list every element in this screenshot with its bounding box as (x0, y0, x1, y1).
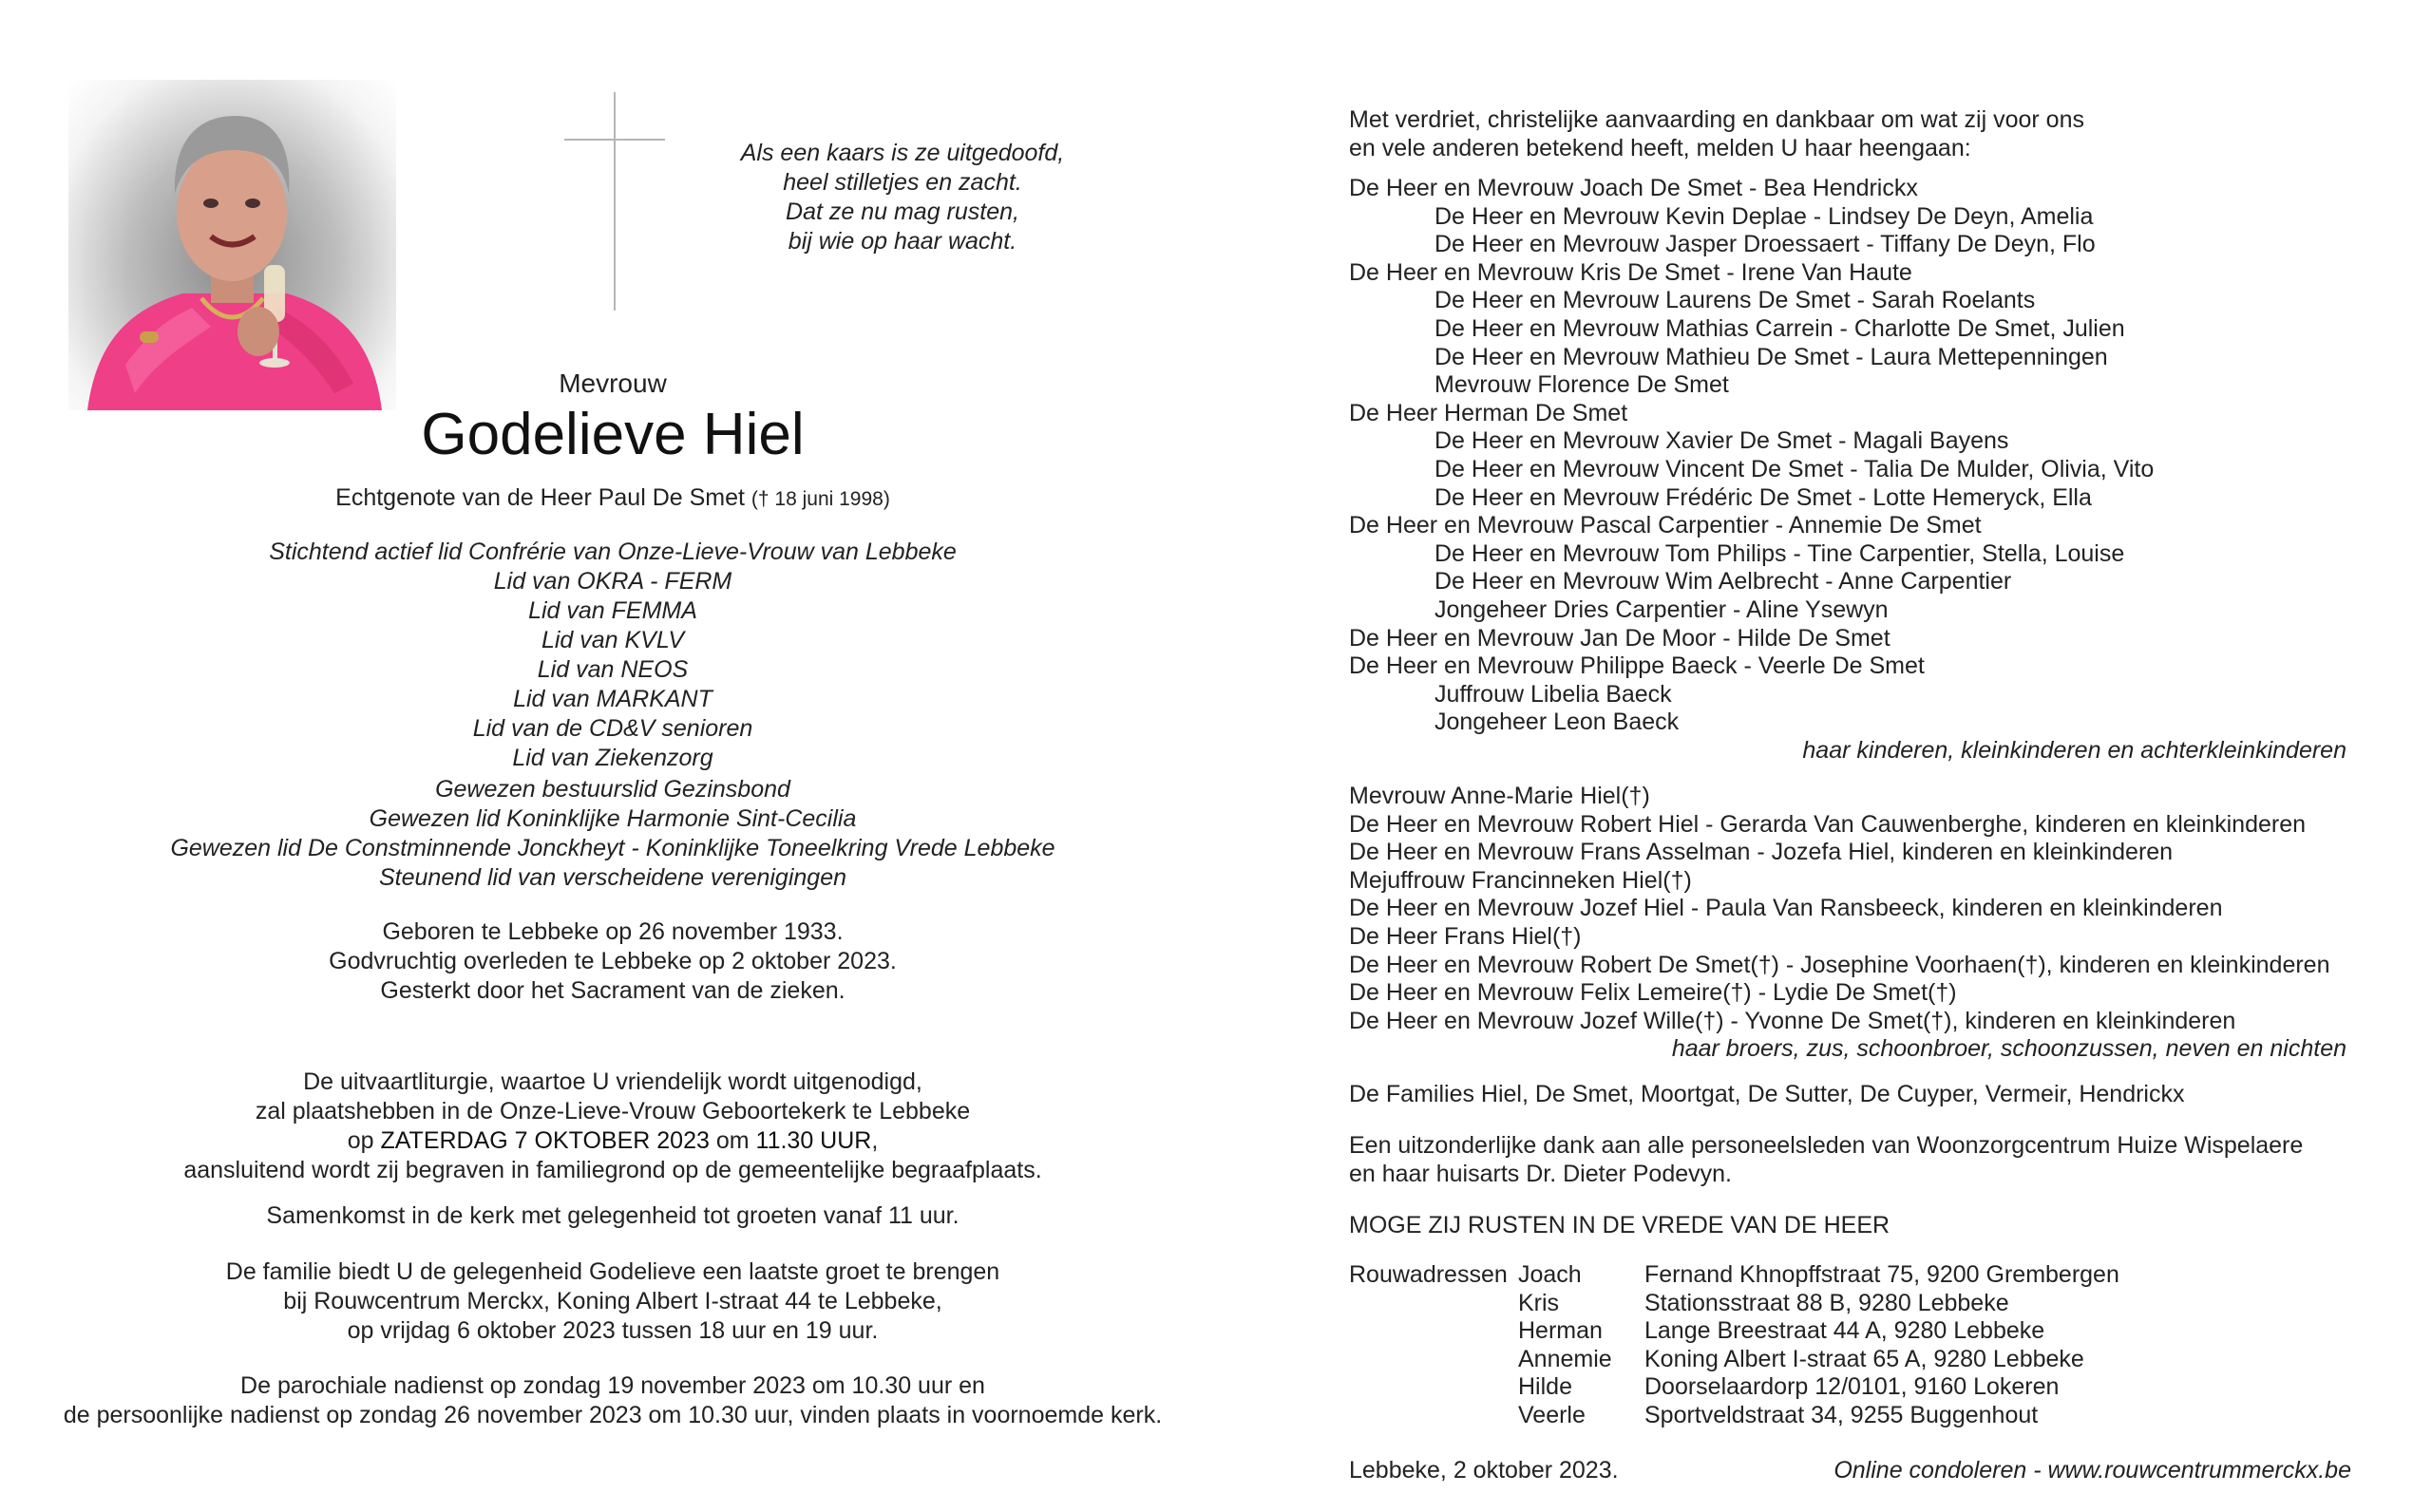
address-value: Sportveldstraat 34, 9255 Buggenhout (1644, 1401, 2039, 1428)
family-caption: haar kinderen, kleinkinderen en achterkleinkinderen (1802, 736, 2346, 764)
sibling: Mejuffrouw Francinneken Hiel(†) (1349, 866, 1692, 894)
membership-item: Stichtend actief lid Confrérie van Onze-Lieve-Vrouw van Lebbeke (269, 539, 957, 565)
family-member: De Heer en Mevrouw Jasper Droessaert - Tiffany De Deyn, Flo (1434, 231, 2096, 258)
sibling: De Heer en Mevrouw Frans Asselman - Jozefa Hiel, kinderen en kleinkinderen (1349, 839, 2174, 866)
family-member: De Heer en Mevrouw Laurens De Smet - Sarah Roelants (1434, 287, 2036, 314)
family-member: Jongeheer Dries Carpentier - Aline Ysewyn (1434, 595, 1889, 623)
funeral-time: 11.30 UUR (755, 1127, 872, 1154)
closing-prayer: MOGE ZIJ RUSTEN IN DE VREDE VAN DE HEER (1349, 1212, 1890, 1238)
life-dates (38, 917, 1188, 1006)
address-row (1349, 1373, 2346, 1402)
family-member: De Heer en Mevrouw Wim Aelbrecht - Anne Carpentier (1434, 568, 2012, 595)
funeral-date-line (38, 1126, 1188, 1156)
address-row (1349, 1346, 2346, 1374)
spouse-text: Echtgenote van de Heer Paul De Smet (335, 484, 745, 511)
membership-item: Steunend lid van verscheidene verenigingen (378, 864, 847, 891)
family-list (1349, 175, 2346, 765)
family-member: De Heer en Mevrouw Kris De Smet - Irene Van Haute (1349, 258, 1912, 286)
sibling: De Heer Frans Hiel(†) (1349, 922, 1582, 950)
membership-item: Lid van FEMMA (528, 597, 697, 624)
visitation-info (38, 1257, 1188, 1346)
family-member: De Heer en Mevrouw Pascal Carpentier - Annemie De Smet (1349, 512, 1982, 539)
address-name: Joach (1518, 1261, 1582, 1288)
family-member: De Heer en Mevrouw Mathieu De Smet - Laura Mettepenningen (1434, 343, 2108, 370)
address-row (1349, 1317, 2346, 1346)
poem-line: heel stilletjes en zacht. (783, 169, 1022, 196)
intro-line: en vele anderen betekend heeft, melden U haar heengaan: (1349, 134, 1971, 161)
sibling: De Heer en Mevrouw Felix Lemeire(†) - Lydie De Smet(†) (1349, 979, 1957, 1007)
address-label: Rouwadressen (1349, 1261, 1508, 1288)
life-line: Godvruchtig overleden te Lebbeke op 2 oktober 2023. (329, 948, 897, 974)
family-member: Jongeheer Leon Baeck (1434, 709, 1680, 736)
visit-line: De familie biedt U de gelegenheid Godelieve een laatste groet te brengen (225, 1258, 1000, 1285)
address-value: Fernand Khnopffstraat 75, 9200 Grembergen (1644, 1261, 2119, 1288)
cross-vertical (614, 92, 616, 311)
honorific: Mevrouw (559, 369, 667, 398)
poem-line: Dat ze nu mag rusten, (786, 198, 1019, 225)
membership-item: Lid van NEOS (537, 656, 689, 683)
funeral-info (38, 1068, 1188, 1185)
address-name: Kris (1518, 1289, 1560, 1316)
visit-line: bij Rouwcentrum Merckx, Koning Albert I-straat 44 te Lebbeke, (283, 1288, 942, 1314)
address-row (1349, 1261, 2346, 1290)
membership-item: Gewezen lid De Constminnende Jonckheyt - Koninklijke Toneelkring Vrede Lebbeke (170, 835, 1055, 861)
families-line: De Families Hiel, De Smet, Moortgat, De Sutter, De Cuyper, Vermeir, Hendrickx (1349, 1081, 2185, 1107)
funeral-line: zal plaatshebben in de Onze-Lieve-Vrouw Geboortekerk te Lebbeke (255, 1098, 971, 1125)
mourning-addresses (1349, 1261, 2346, 1430)
membership-item: Lid van KVLV (541, 627, 685, 653)
life-line: Gesterkt door het Sacrament van de zieken. (380, 977, 846, 1004)
family-member: De Heer en Mevrouw Kevin Deplae - Lindsey De Deyn, Amelia (1434, 202, 2094, 230)
sibling: De Heer en Mevrouw Jozef Wille(†) - Yvonne De Smet(†), kinderen en kleinkinderen (1349, 1007, 2236, 1034)
sibling: De Heer en Mevrouw Robert De Smet(†) - Josephine Voorhaen(†), kinderen en kleinkinderen (1349, 951, 2330, 978)
visit-line: op vrijdag 6 oktober 2023 tussen 18 uur en 19 uur. (347, 1317, 879, 1344)
address-value: Lange Breestraat 44 A, 9280 Lebbeke (1644, 1317, 2045, 1345)
poem-line: bij wie op haar wacht. (788, 228, 1017, 255)
intro-line: Met verdriet, christelijke aanvaarding en dankbaar om wat zij voor ons (1349, 106, 2084, 133)
address-value: Stationsstraat 88 B, 9280 Lebbeke (1644, 1289, 2009, 1316)
poem (722, 139, 1083, 256)
membership-item: Lid van OKRA - FERM (493, 568, 732, 595)
mass-line: de persoonlijke nadienst op zondag 26 november 2023 om 10.30 uur, vinden plaats in voornoemde kerk. (63, 1402, 1163, 1428)
footer (1349, 1457, 2351, 1485)
mass-line: De parochiale nadienst op zondag 19 november 2023 om 10.30 uur en (240, 1372, 985, 1399)
portrait-illustration (68, 80, 396, 410)
address-value: Doorselaardorp 12/0101, 9160 Lokeren (1644, 1373, 2060, 1401)
address-name: Hilde (1518, 1373, 1572, 1401)
address-name: Annemie (1518, 1345, 1612, 1372)
address-name: Veerle (1518, 1401, 1586, 1428)
memberships (38, 538, 1188, 893)
address-row (1349, 1290, 2346, 1318)
membership-item: Lid van de CD&V senioren (472, 715, 753, 742)
sibling: De Heer en Mevrouw Jozef Hiel - Paula Van Ransbeeck, kinderen en kleinkinderen (1349, 895, 2223, 922)
family-member: De Heer en Mevrouw Mathias Carrein - Charlotte De Smet, Julien (1434, 314, 2125, 342)
family-member: De Heer Herman De Smet (1349, 399, 1628, 426)
family-member: De Heer en Mevrouw Tom Philips - Tine Carpentier, Stella, Louise (1434, 539, 2125, 567)
footer-date: Lebbeke, 2 oktober 2023. (1349, 1457, 1619, 1484)
condolence-link[interactable]: Online condoleren - www.rouwcentrummerckx.be (1834, 1457, 2351, 1484)
portrait-photo (68, 80, 396, 410)
siblings-list (1349, 783, 2346, 1064)
family-member: Juffrouw Libelia Baeck (1434, 680, 1672, 708)
thanks (1349, 1132, 2346, 1188)
funeral-text: op (347, 1127, 381, 1154)
spouse-line (38, 484, 1188, 512)
address-value: Koning Albert I-straat 65 A, 9280 Lebbeke (1644, 1345, 2084, 1372)
siblings-caption: haar broers, zus, schoonbroer, schoonzussen, neven en nichten (1671, 1035, 2346, 1063)
family-member: De Heer en Mevrouw Xavier De Smet - Magali Bayens (1434, 427, 2009, 455)
funeral-text: om (709, 1127, 756, 1154)
family-member: De Heer en Mevrouw Jan De Moor - Hilde De Smet (1349, 624, 1890, 652)
membership-item: Gewezen bestuurslid Gezinsbond (435, 776, 790, 803)
memorial-mass-info (38, 1371, 1188, 1430)
thanks-line: Een uitzonderlijke dank aan alle personeelsleden van Woonzorgcentrum Huize Wispelaere (1349, 1132, 2304, 1159)
family-member: De Heer en Mevrouw Joach De Smet - Bea Hendrickx (1349, 175, 1918, 201)
thanks-line: en haar huisarts Dr. Dieter Podevyn. (1349, 1160, 1732, 1187)
deceased-name: Godelieve Hiel (421, 402, 805, 467)
life-line: Geboren te Lebbeke op 26 november 1933. (382, 918, 844, 945)
membership-item: Lid van MARKANT (513, 686, 712, 712)
gathering-info: Samenkomst in de kerk met gelegenheid tot groeten vanaf 11 uur. (266, 1202, 960, 1229)
sibling: Mevrouw Anne-Marie Hiel(†) (1349, 783, 1650, 809)
sibling: De Heer en Mevrouw Robert Hiel - Gerarda Van Cauwenberghe, kinderen en kleinkinderen (1349, 810, 2307, 838)
announcement-intro (1349, 106, 2346, 162)
funeral-line: aansluitend wordt zij begraven in familiegrond op de gemeentelijke begraafplaats. (183, 1157, 1042, 1183)
address-row (1349, 1402, 2346, 1430)
family-member: De Heer en Mevrouw Frédéric De Smet - Lotte Hemeryck, Ella (1434, 483, 2092, 511)
cross-horizontal (564, 139, 665, 141)
address-name: Herman (1518, 1317, 1603, 1345)
family-member: Mevrouw Florence De Smet (1434, 371, 1729, 399)
membership-item: Lid van Ziekenzorg (512, 745, 713, 771)
poem-line: Als een kaars is ze uitgedoofd, (740, 140, 1065, 166)
funeral-date: ZATERDAG 7 OKTOBER 2023 (380, 1127, 710, 1154)
family-member: De Heer en Mevrouw Vincent De Smet - Talia De Mulder, Olivia, Vito (1434, 455, 2155, 482)
spouse-date: († 18 juni 1998) (750, 488, 890, 510)
membership-item: Gewezen lid Koninklijke Harmonie Sint-Cecilia (369, 805, 857, 832)
funeral-text: , (871, 1127, 879, 1154)
funeral-line: De uitvaartliturgie, waartoe U vriendelijk wordt uitgenodigd, (303, 1068, 922, 1095)
family-member: De Heer en Mevrouw Philippe Baeck - Veerle De Smet (1349, 652, 1925, 680)
